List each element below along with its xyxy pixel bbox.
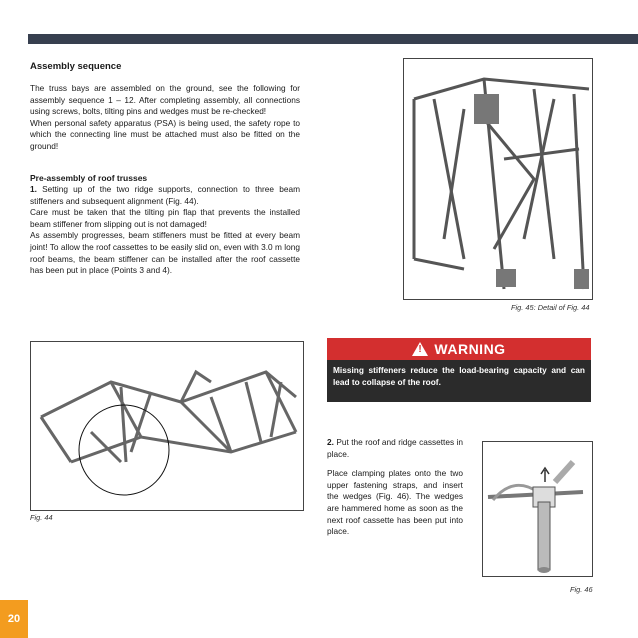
warning-triangle-icon: ! — [412, 342, 428, 356]
intro-paragraph: When personal safety apparatus (PSA) is being used, the safety rope to which the connecting line must be attached must also be fitted on the ground! — [30, 117, 300, 151]
figure-46 — [482, 441, 593, 577]
subheading: Pre-assembly of roof trusses — [30, 173, 148, 183]
step1-number: 1. — [30, 184, 37, 194]
warning-header — [327, 338, 591, 360]
warning-box — [327, 338, 591, 402]
step1-paragraph: Care must be taken that the tilting pin flap that prevents the installed beam stiffener from slipping out is not damaged! — [30, 207, 300, 229]
page-number: 20 — [0, 600, 28, 638]
clamping-plate-illustration — [483, 442, 592, 576]
step2-number: 2. — [327, 437, 334, 447]
intro-text — [30, 83, 300, 153]
warning-text: Missing stiffeners reduce the load-bearing capacity and can lead to collapse of the roof. — [327, 360, 591, 402]
top-bar — [28, 34, 638, 44]
figure-46-caption: Fig. 46 — [570, 585, 593, 594]
step1-body: Setting up of the two ridge supports, connection to three beam stiffeners and subsequent alignment (Fig. 44). — [30, 184, 300, 206]
section-heading: Assembly sequence — [30, 61, 122, 72]
intro-paragraph: The truss bays are assembled on the ground, see the following for assembly sequence 1 – 12. After completing assembly, all connections using screws, bolts, tilting pins and wedges must be re-checked! — [30, 83, 300, 117]
step1-text — [30, 184, 300, 277]
truss-detail-illustration — [404, 59, 592, 299]
figure-45 — [403, 58, 593, 300]
step2-paragraph: Place clamping plates onto the two upper fastening straps, and insert the wedges (Fig. 46). The wedges are hammered home as soon as the next roof cassette has been put into place. — [327, 468, 463, 537]
figure-44 — [30, 341, 304, 511]
step2-body: Put the roof and ridge cassettes in place. — [327, 437, 463, 459]
warning-title: WARNING — [434, 341, 506, 357]
figure-44-caption: Fig. 44 — [30, 513, 53, 522]
figure-45-caption: Fig. 45: Detail of Fig. 44 — [511, 303, 590, 312]
truss-assembly-illustration — [31, 342, 303, 510]
step2-text — [327, 437, 463, 538]
step1-paragraph: As assembly progresses, beam stiffeners must be fitted at every beam joint! To allow the roof cassettes to be easily slid on, even with 3.0 m long roof beams, the beam stiffener can be installed after the roof cassette has been put in place (Points 3 and 4). — [30, 230, 300, 276]
